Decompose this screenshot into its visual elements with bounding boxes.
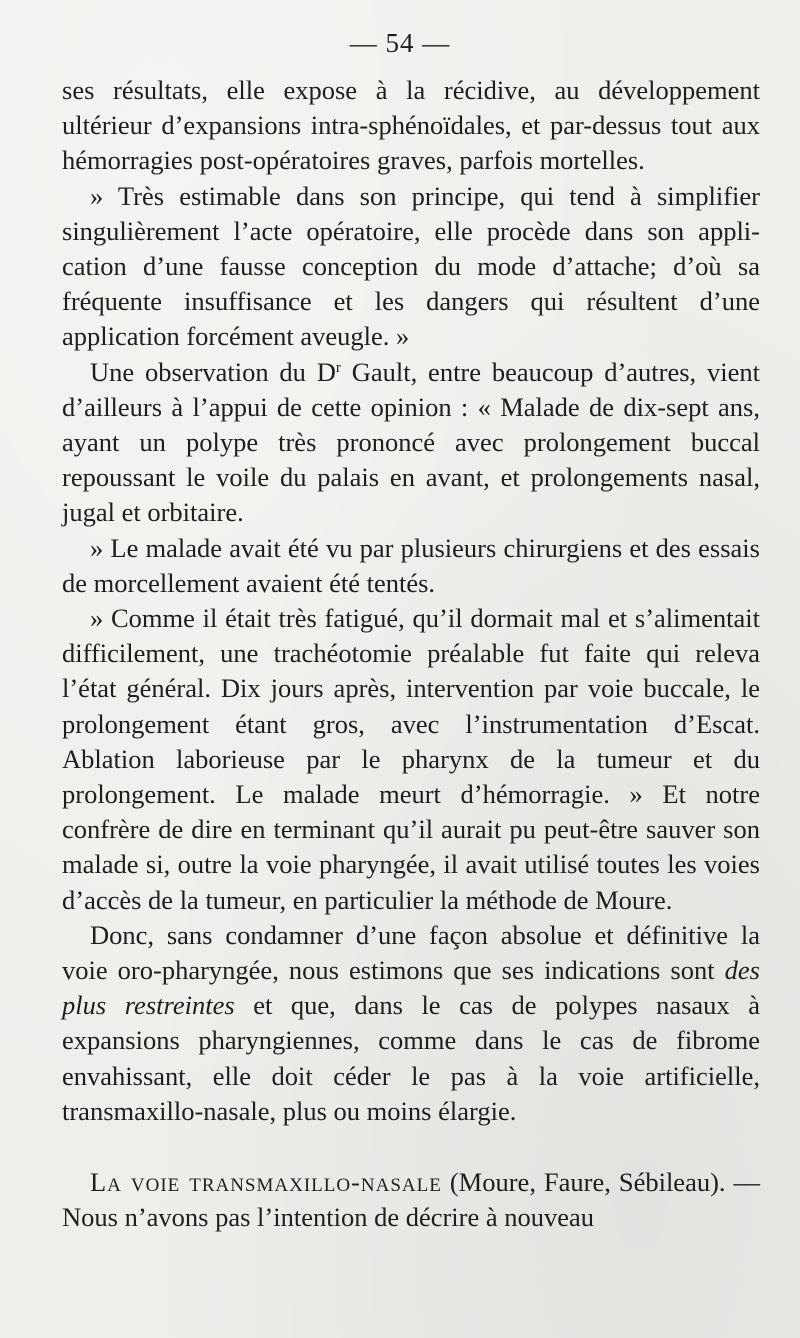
body-text bbox=[62, 73, 760, 1236]
emphasis-text: des plus restreintes bbox=[62, 955, 760, 1021]
paragraph-5: » Comme il était très fatigué, qu’il dormait mal et s’alimentait difficilement, une trachéotomie préalable fut faite qui releva l’état général. Dix jours après, intervention par voie buccale, le prolongement étant gros, avec l’instrumentation d’Escat. Ablation laborieuse par le pharynx de la tumeur et du prolongement. Le malade meurt d’hémorragie. » Et notre confrère de dire en terminant qu’il aurait pu peut-être sauver son malade si, outre la voie pharyngée, il avait utilisé toutes les voies d’accès de la tumeur, en particulier la méthode de Moure. bbox=[62, 603, 760, 915]
paragraph-4: » Le malade avait été vu par plusieurs chirurgiens et des essais de morcellement avaient été tentés. bbox=[62, 532, 760, 598]
paragraph-2: » Très estimable dans son principe, qui tend à simplifier singulièrement l’acte opératoire, elle procède dans son application d’une fausse conception du mode d’attache; d’où sa fréquente insuffisance et les dangers qui résultent d’une application forcément aveugle. » bbox=[62, 180, 760, 352]
paragraph-3 bbox=[62, 355, 760, 531]
section-heading: La voie transmaxillo-nasale bbox=[90, 1167, 442, 1198]
paragraph-6-rest: et que, dans le cas de polypes nasaux à expansions pharyngiennes, comme dans le cas de fibrome envahissant, elle doit céder le pas à la voie artificielle, transmaxillo-nasale, plus ou moins élargie. bbox=[62, 990, 760, 1126]
page-number: — 54 — bbox=[349, 28, 451, 58]
doctor-abbrev-superscript: r bbox=[335, 359, 341, 376]
section-paragraph bbox=[62, 1165, 760, 1235]
paragraph-6-start: Donc, sans condamner d’une façon absolue et définitive la voie oro-pharyngée, nous estimons que ses indications sont bbox=[62, 919, 760, 986]
section-text: (Moure, Faure, Sébileau). — Nous n’avons pas l’intention de décrire à nouveau bbox=[62, 1167, 760, 1233]
paragraph-6 bbox=[62, 918, 760, 1129]
paragraph-3-start: Une observation du D bbox=[90, 356, 336, 387]
paragraph-3-rest: Gault, entre beaucoup d’autres, vient d’ailleurs à l’appui de cette opinion : « Malade de dix-sept ans, ayant un polype très prononcé avec prolongement buccal repoussant le voile du palais en avant, et prolongements nasal, jugal et orbitaire. bbox=[62, 356, 760, 528]
paragraph-1: ses résultats, elle expose à la récidive, au développement ultérieur d’expansions intra-sphénoïdales, et par-dessus tout aux hémorragies post-opératoires graves, parfois mortelles. bbox=[62, 75, 760, 176]
